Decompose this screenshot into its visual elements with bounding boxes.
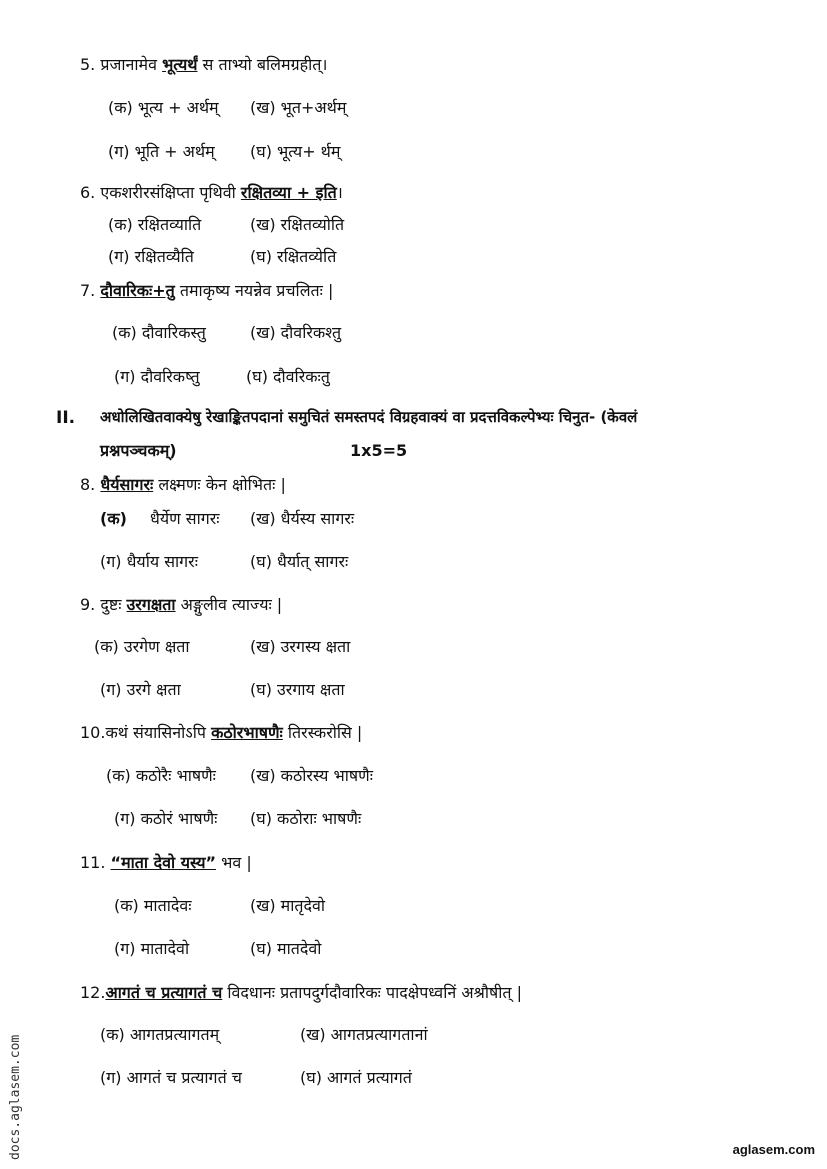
- q10-number: 10.: [80, 723, 106, 742]
- q5-option-c[interactable]: (ग) भूति + अर्थम्: [108, 142, 215, 161]
- q11-option-c[interactable]: (ग) मातादेवो: [114, 939, 190, 958]
- q11-number: 11.: [80, 853, 106, 872]
- q8-number: 8.: [80, 475, 96, 494]
- q5-underlined-word: भूत्यर्थं: [162, 55, 198, 74]
- question-9: [80, 594, 282, 616]
- q7-option-b[interactable]: (ख) दौवरिकश्तु: [250, 323, 342, 342]
- q12-underlined-word: आगतं च प्रत्यागतं च: [105, 983, 223, 1002]
- q5-option-b[interactable]: (ख) भूत+अर्थम्: [250, 98, 347, 117]
- q6-post: ।: [336, 183, 343, 202]
- section-instruction-line-1: अधोलिखितवाक्येषु रेखाङ्कितपदानां समुचितं समस्तपदं विग्रहवाक्यं वा प्रदत्तविकल्पेभ्यः चिनुत- (केवलं: [100, 408, 638, 426]
- q8-option-d[interactable]: (घ) धैर्यात् सागरः: [250, 552, 349, 571]
- q8-post: लक्ष्मणः केन क्षोभितः |: [153, 475, 286, 494]
- question-11: [80, 852, 252, 874]
- q6-number: 6.: [80, 183, 96, 202]
- q7-underlined-word: दौवारिकः+तु: [100, 281, 175, 300]
- q10-post: तिरस्करोसि |: [282, 723, 363, 742]
- q9-number: 9.: [80, 595, 96, 614]
- q11-option-b[interactable]: (ख) मातृदेवो: [250, 896, 326, 915]
- q9-option-d[interactable]: (घ) उरगाय क्षता: [250, 680, 345, 699]
- question-7: [80, 280, 333, 302]
- q10-option-b[interactable]: (ख) कठोरस्य भाषणैः: [250, 766, 373, 785]
- q8-option-c[interactable]: (ग) धैर्याय सागरः: [100, 552, 198, 571]
- q8-option-b[interactable]: (ख) धैर्यस्य सागरः: [250, 509, 355, 528]
- q12-option-b[interactable]: (ख) आगतप्रत्यागतानां: [300, 1025, 428, 1044]
- q11-post: भव |: [216, 853, 252, 872]
- q12-number: 12.: [80, 983, 106, 1002]
- q9-option-a[interactable]: (क) उरगेण क्षता: [94, 637, 190, 656]
- q12-option-a[interactable]: (क) आगतप्रत्यागतम्: [100, 1025, 220, 1044]
- question-12: [80, 982, 522, 1004]
- q6-pre: एकशरीरसंक्षिप्ता पृथिवी: [100, 183, 241, 202]
- section-number: II.: [56, 408, 76, 428]
- side-watermark: docs.aglasem.com: [8, 1034, 23, 1160]
- q12-option-d[interactable]: (घ) आगतं प्रत्यागतं: [300, 1068, 412, 1087]
- q10-option-a[interactable]: (क) कठोरैः भाषणैः: [106, 766, 216, 785]
- q9-pre: दुष्टः: [95, 595, 127, 614]
- q11-option-d[interactable]: (घ) मातदेवो: [250, 939, 322, 958]
- q7-post: तमाकृष्य नयन्नेव प्रचलितः |: [174, 281, 334, 300]
- q6-option-d[interactable]: (घ) रक्षितव्येति: [250, 247, 337, 266]
- q8-underlined-word: धैर्यसागरः: [100, 475, 154, 494]
- q7-option-d[interactable]: (घ) दौवरिकःतु: [246, 367, 330, 386]
- q10-underlined-word: कठोरभाषणैः: [211, 723, 283, 742]
- question-5: [80, 54, 327, 76]
- q12-post: विदधानः प्रतापदुर्गदौवारिकः पादक्षेपध्वनिं अश्रौषीत् |: [222, 983, 522, 1002]
- question-8: [80, 474, 286, 496]
- q5-option-a[interactable]: (क) भूत्य + अर्थम्: [108, 98, 219, 117]
- section-instruction: [100, 400, 790, 468]
- q9-post: अङ्गुलीव त्याज्यः |: [175, 595, 283, 614]
- question-6: [80, 182, 343, 204]
- q6-option-b[interactable]: (ख) रक्षितव्योति: [250, 215, 345, 234]
- q11-underlined-word: “माता देवो यस्य”: [110, 853, 217, 872]
- q10-option-d[interactable]: (घ) कठोराः भाषणैः: [250, 809, 362, 828]
- question-10: [80, 722, 362, 744]
- q12-option-c[interactable]: (ग) आगतं च प्रत्यागतं च: [100, 1068, 242, 1087]
- q5-post: स ताभ्यो बलिमग्रहीत्।: [197, 55, 328, 74]
- section-instruction-line-2: प्रश्नपञ्चकम्): [100, 441, 177, 460]
- q9-underlined-word: उरगक्षता: [126, 595, 176, 614]
- q5-number: 5.: [80, 55, 96, 74]
- q5-pre: प्रजानामेव: [100, 55, 163, 74]
- q10-option-c[interactable]: (ग) कठोरं भाषणैः: [114, 809, 218, 828]
- q11-option-a[interactable]: (क) मातादेवः: [114, 896, 192, 915]
- footer-watermark: aglasem.com: [732, 1142, 815, 1157]
- q6-option-a[interactable]: (क) रक्षितव्याति: [108, 215, 202, 234]
- q8-option-a-label[interactable]: (क): [100, 509, 127, 528]
- q6-underlined-word: रक्षितव्या + इति: [240, 183, 337, 202]
- q5-option-d[interactable]: (घ) भूत्य+ र्थम्: [250, 142, 341, 161]
- q9-option-c[interactable]: (ग) उरगे क्षता: [100, 680, 181, 699]
- q6-option-c[interactable]: (ग) रक्षितव्यैति: [108, 247, 194, 266]
- q7-option-a[interactable]: (क) दौवारिकस्तु: [112, 323, 206, 342]
- q10-pre: कथं संयासिनोऽपि: [105, 723, 212, 742]
- q7-number: 7.: [80, 281, 96, 300]
- section-marks: 1x5=5: [350, 441, 408, 460]
- q7-option-c[interactable]: (ग) दौवरिकष्तु: [114, 367, 200, 386]
- q8-option-a-text[interactable]: धैर्येण सागरः: [150, 509, 220, 528]
- q9-option-b[interactable]: (ख) उरगस्य क्षता: [250, 637, 351, 656]
